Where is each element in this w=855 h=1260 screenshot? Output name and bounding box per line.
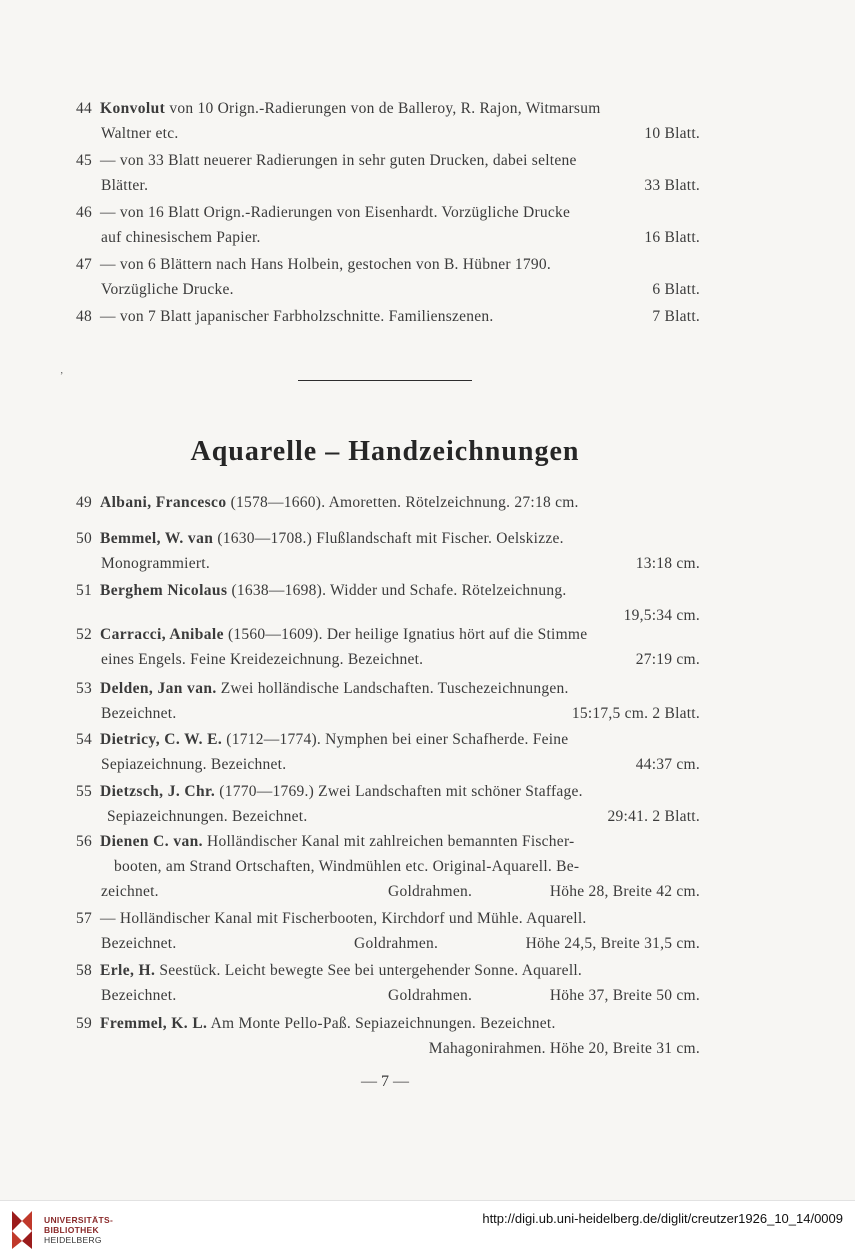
entry-dimensions: 29:41. 2 Blatt. <box>607 808 700 825</box>
margin-mark: ‚ <box>60 365 64 376</box>
entry-quantity: 10 Blatt. <box>644 125 700 142</box>
entry-number: 50 <box>76 530 92 547</box>
entry-frame: Goldrahmen. <box>354 935 439 952</box>
library-logo-icon <box>8 1207 36 1251</box>
catalog-entry <box>76 727 700 777</box>
entry-text: von 10 Orign.-Radierungen von de Balleroy, R. Rajon, Witmarsum <box>165 100 601 117</box>
catalog-entry <box>76 96 700 146</box>
library-name: UNIVERSITÄTS- <box>44 1215 114 1225</box>
catalog-entry <box>76 578 700 628</box>
catalog-entry <box>76 304 700 329</box>
entry-text: — Holländischer Kanal mit Fischerbooten, Kirchdorf und Mühle. Aquarell. <box>100 910 587 927</box>
entry-quantity: 33 Blatt. <box>644 177 700 194</box>
entry-text: (1630—1708.) Flußlandschaft mit Fischer. Oelskizze. <box>213 530 564 547</box>
entry-continuation: Sepiazeichnungen. Bezeichnet. <box>107 808 308 825</box>
entry-dimensions: 44:37 cm. <box>635 756 700 773</box>
catalog-entry <box>76 829 700 904</box>
catalog-entry <box>76 490 700 515</box>
entry-text: Am Monte Pello-Paß. Sepiazeichnungen. Bezeichnet. <box>207 1015 556 1032</box>
library-city: HEIDELBERG <box>44 1235 102 1245</box>
entry-continuation: auf chinesischem Papier. <box>101 229 261 246</box>
entry-artist: Carracci, Anibale <box>100 626 224 643</box>
entry-artist: Dienen C. van. <box>100 833 203 850</box>
catalog-entry <box>76 676 700 726</box>
section-divider <box>298 380 472 381</box>
entry-artist: Erle, H. <box>100 962 156 979</box>
entry-dimensions: 27:19 cm. <box>635 651 700 668</box>
entry-continuation: Waltner etc. <box>101 125 179 142</box>
entry-text: Holländischer Kanal mit zahlreichen bemannten Fischer- <box>202 833 575 850</box>
catalog-entry <box>76 526 700 576</box>
entry-continuation: Sepiazeichnung. Bezeichnet. <box>101 756 287 773</box>
entry-artist: Dietricy, C. W. E. <box>100 731 223 748</box>
entry-text: — von 33 Blatt neuerer Radierungen in sehr guten Drucken, dabei seltene <box>100 152 577 169</box>
entry-number: 46 <box>76 204 92 221</box>
entry-number: 53 <box>76 680 92 697</box>
entry-text: (1578—1660). Amoretten. Rötelzeichnung. 27:18 cm. <box>226 494 579 511</box>
entry-number: 56 <box>76 833 92 850</box>
entry-dimensions: 15:17,5 cm. 2 Blatt. <box>571 705 700 722</box>
entry-artist: Fremmel, K. L. <box>100 1015 208 1032</box>
entry-artist: Albani, Francesco <box>100 494 227 511</box>
entry-continuation: Bezeichnet. <box>101 987 177 1004</box>
entry-text: — von 16 Blatt Orign.-Radierungen von Eisenhardt. Vorzügliche Drucke <box>100 204 571 221</box>
source-url[interactable]: http://digi.ub.uni-heidelberg.de/diglit/creutzer1926_10_14/0009 <box>482 1211 843 1226</box>
entry-quantity: 16 Blatt. <box>644 229 700 246</box>
entry-number: 47 <box>76 256 92 273</box>
entry-artist: Dietzsch, J. Chr. <box>100 783 216 800</box>
entry-number: 52 <box>76 626 92 643</box>
entry-text: (1712—1774). Nymphen bei einer Schafherde. Feine <box>222 731 569 748</box>
entry-artist: Delden, Jan van. <box>100 680 217 697</box>
entry-text: (1770—1769.) Zwei Landschaften mit schöner Staffage. <box>215 783 583 800</box>
entry-continuation: Vorzügliche Drucke. <box>101 281 234 298</box>
entry-continuation: Monogrammiert. <box>101 555 210 572</box>
entry-number: 45 <box>76 152 92 169</box>
catalog-entry <box>76 622 700 672</box>
section-heading: Aquarelle – Handzeichnungen <box>190 436 580 467</box>
entry-number: 55 <box>76 783 92 800</box>
catalog-entry <box>76 1011 700 1061</box>
entry-number: 57 <box>76 910 92 927</box>
entry-artist: Bemmel, W. van <box>100 530 214 547</box>
entry-continuation: Bezeichnet. <box>101 935 177 952</box>
entry-frame: Goldrahmen. <box>388 883 473 900</box>
entry-number: 48 <box>76 308 92 325</box>
catalog-entry <box>76 200 700 250</box>
entry-quantity: 6 Blatt. <box>652 281 700 298</box>
entry-continuation: booten, am Strand Ortschaften, Windmühlen etc. Original-Aquarell. Be- <box>114 858 580 875</box>
library-name: BIBLIOTHEK <box>44 1225 99 1235</box>
entry-number: 51 <box>76 582 92 599</box>
footer-bar <box>0 1200 855 1260</box>
catalog-entry <box>76 148 700 198</box>
entry-dimensions: 13:18 cm. <box>635 555 700 572</box>
catalog-entry <box>76 958 700 1008</box>
entry-text: (1638—1698). Widder und Schafe. Rötelzeichnung. <box>227 582 567 599</box>
entry-artist: Konvolut <box>100 100 166 117</box>
entry-quantity: 7 Blatt. <box>652 308 700 325</box>
entry-number: 49 <box>76 494 92 511</box>
entry-continuation: zeichnet. <box>101 883 159 900</box>
entry-continuation: eines Engels. Feine Kreidezeichnung. Bezeichnet. <box>101 651 424 668</box>
entry-number: 59 <box>76 1015 92 1032</box>
entry-text: — von 7 Blatt japanischer Farbholzschnitte. Familienszenen. <box>100 308 494 325</box>
catalog-entry <box>76 252 700 302</box>
entry-artist: Berghem Nicolaus <box>100 582 228 599</box>
entry-text: — von 6 Blättern nach Hans Holbein, gestochen von B. Hübner 1790. <box>100 256 552 273</box>
entry-text: (1560—1609). Der heilige Ignatius hört auf die Stimme <box>223 626 588 643</box>
catalog-entry <box>76 906 700 956</box>
entry-frame: Goldrahmen. <box>388 987 473 1004</box>
entry-text: Seestück. Leicht bewegte See bei untergehender Sonne. Aquarell. <box>155 962 583 979</box>
entry-dimensions: Mahagonirahmen. Höhe 20, Breite 31 cm. <box>428 1040 700 1057</box>
entry-continuation: Blätter. <box>101 177 149 194</box>
catalog-entry <box>76 779 700 829</box>
entry-dimensions: Höhe 28, Breite 42 cm. <box>549 883 700 900</box>
entry-dimensions: Höhe 37, Breite 50 cm. <box>549 987 700 1004</box>
entry-dimensions: Höhe 24,5, Breite 31,5 cm. <box>525 935 700 952</box>
entry-text: Zwei holländische Landschaften. Tuschezeichnungen. <box>216 680 569 697</box>
entry-number: 44 <box>76 100 92 117</box>
entry-number: 58 <box>76 962 92 979</box>
entry-continuation: Bezeichnet. <box>101 705 177 722</box>
entry-dimensions: 19,5:34 cm. <box>623 607 700 624</box>
entry-number: 54 <box>76 731 92 748</box>
page-number: — 7 — <box>361 1073 409 1090</box>
